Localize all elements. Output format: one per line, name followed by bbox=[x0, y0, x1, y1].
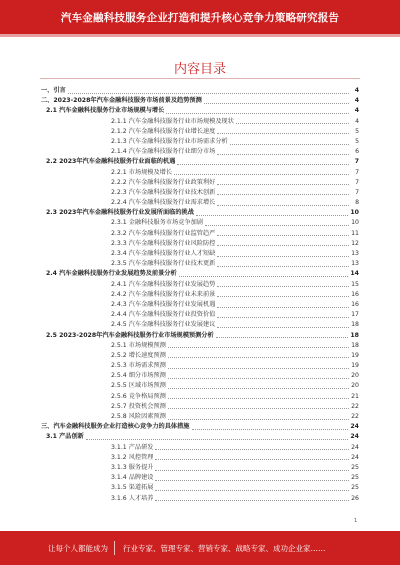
toc-entry-text: 2.5.6 竞争格局预测 bbox=[111, 392, 166, 400]
footer-tagline: 行业专家、管理专家、营销专家、战略专家、成功企业家…… bbox=[123, 544, 326, 553]
toc-entry[interactable] bbox=[41, 96, 359, 106]
toc-leader-dots bbox=[168, 388, 349, 389]
toc-leader-dots bbox=[216, 337, 349, 338]
toc-leader-dots bbox=[155, 449, 349, 450]
report-title: 汽车金融科技服务企业打造和提升核心竞争力策略研究报告 bbox=[60, 12, 340, 24]
toc-entry-page: 13 bbox=[351, 260, 359, 268]
toc-entry-text: 2.5 2023-2028年汽车金融科技服务行业市场规模预测分析 bbox=[46, 331, 214, 339]
toc-entry[interactable] bbox=[41, 412, 359, 422]
toc-entry-page: 24 bbox=[351, 453, 359, 461]
toc-entry[interactable] bbox=[41, 331, 359, 341]
toc-entry-page: 17 bbox=[351, 311, 359, 319]
toc-entry[interactable] bbox=[41, 249, 359, 259]
toc-leader-dots bbox=[168, 408, 349, 409]
toc-entry-page: 20 bbox=[351, 372, 359, 380]
toc-entry-page: 24 bbox=[350, 433, 359, 441]
toc-leader-dots bbox=[168, 368, 349, 369]
toc-entry-text: 2.1.2 汽车金融科技服务行业增长速度 bbox=[111, 127, 216, 135]
toc-leader-dots bbox=[217, 286, 349, 287]
toc-leader-dots bbox=[168, 398, 349, 399]
toc-entry-page: 21 bbox=[351, 392, 359, 400]
toc-entry-text: 2.2.3 汽车金融科技服务行业技术创新 bbox=[111, 188, 216, 196]
toc-leader-dots bbox=[174, 174, 349, 175]
toc-entry-text: 2.5.7 投资机会预测 bbox=[111, 402, 166, 410]
toc-entry-text: 2.5.8 风险因素预测 bbox=[111, 413, 166, 420]
toc-entry-text: 3.1 产品创新 bbox=[46, 433, 84, 441]
toc-entry-page: 10 bbox=[350, 209, 359, 217]
toc-leader-dots bbox=[217, 327, 349, 328]
toc-entry-text: 3.1.1 产品研发 bbox=[111, 443, 154, 451]
toc-entry-page: 25 bbox=[351, 484, 359, 492]
toc-leader-dots bbox=[217, 245, 349, 246]
toc-entry[interactable] bbox=[41, 300, 359, 310]
toc-entry-page: 11 bbox=[351, 229, 359, 237]
toc-entry-page: 25 bbox=[351, 463, 359, 471]
toc-entry-text: 2.3.2 汽车金融科技服务行业监管趋严 bbox=[111, 229, 216, 237]
toc-leader-dots bbox=[205, 225, 349, 226]
toc-entry-text: 三、汽车金融科技服务企业打造核心竞争力的具体措施 bbox=[41, 423, 190, 431]
toc-entry-page: 24 bbox=[351, 443, 359, 451]
toc-leader-dots bbox=[192, 429, 349, 430]
toc-entry[interactable] bbox=[41, 402, 359, 412]
toc-entry-text: 2.5.2 增长速度预测 bbox=[111, 351, 166, 359]
toc-leader-dots bbox=[155, 500, 349, 501]
toc-entry[interactable] bbox=[41, 453, 359, 463]
toc-entry-page: 19 bbox=[351, 351, 359, 359]
toc-entry[interactable] bbox=[41, 280, 359, 290]
toc-entry-text: 2.5.4 细分市场预测 bbox=[111, 372, 166, 380]
toc-entry-page: 5 bbox=[355, 137, 359, 145]
page-number: 1 bbox=[354, 518, 358, 524]
toc-leader-dots bbox=[177, 164, 349, 165]
footer-slogan: 让每个人都能成为 bbox=[48, 544, 108, 553]
toc-entry-page: 8 bbox=[355, 199, 359, 207]
toc-entry-page: 18 bbox=[351, 321, 359, 329]
toc-entry-page: 7 bbox=[355, 188, 359, 196]
toc-leader-dots bbox=[168, 419, 349, 420]
toc-entry-text: 2.3.5 汽车金融科技服务行业技术更新 bbox=[111, 260, 216, 268]
toc-entry[interactable] bbox=[41, 443, 359, 453]
toc-leader-dots bbox=[217, 266, 349, 267]
toc-entry-page: 6 bbox=[355, 148, 359, 156]
toc-entry-page: 20 bbox=[351, 382, 359, 390]
toc-leader-dots bbox=[217, 133, 349, 134]
toc-entry-page: 22 bbox=[351, 413, 359, 420]
toc-entry[interactable] bbox=[41, 147, 359, 157]
toc-leader-dots bbox=[217, 154, 349, 155]
toc-leader-dots bbox=[179, 276, 349, 277]
toc-entry-text: 一、引言 bbox=[41, 87, 66, 94]
toc-entry-page: 16 bbox=[351, 290, 359, 298]
toc-entry-page: 16 bbox=[351, 300, 359, 308]
toc-entry[interactable] bbox=[41, 198, 359, 208]
toc-entry-page: 13 bbox=[351, 250, 359, 257]
toc-entry-page: 5 bbox=[355, 127, 359, 135]
toc-entry-page: 7 bbox=[355, 178, 359, 186]
toc-leader-dots bbox=[217, 296, 349, 297]
toc-entry[interactable] bbox=[41, 269, 359, 279]
toc-entry[interactable] bbox=[41, 483, 359, 493]
toc-entry[interactable] bbox=[41, 168, 359, 178]
toc-entry-page: 4 bbox=[354, 107, 359, 115]
toc-entry[interactable] bbox=[41, 463, 359, 473]
toc-entry-page: 14 bbox=[350, 270, 359, 278]
toc-entry-text: 2.4.3 汽车金融科技服务行业发展机遇 bbox=[111, 300, 216, 308]
toc-leader-dots bbox=[217, 307, 349, 308]
toc-entry[interactable] bbox=[41, 239, 359, 249]
toc-entry-text: 2.4.1 汽车金融科技服务行业发展趋势 bbox=[111, 280, 216, 288]
toc-entry[interactable] bbox=[41, 494, 359, 504]
toc-entry-text: 3.1.3 服务提升 bbox=[111, 463, 154, 471]
toc-entry-text: 2.1 汽车金融科技服务行业市场规模与增长 bbox=[46, 107, 165, 115]
toc-entry-page: 10 bbox=[351, 219, 359, 227]
toc-leader-dots bbox=[168, 357, 349, 358]
footer-divider bbox=[114, 541, 115, 555]
toc-entry-text: 3.1.2 风控管理 bbox=[111, 453, 154, 461]
toc-entry[interactable] bbox=[41, 432, 359, 442]
toc-entry[interactable] bbox=[41, 259, 359, 269]
toc-heading: 内容目录 bbox=[173, 62, 226, 77]
toc-entry[interactable] bbox=[41, 106, 359, 116]
toc-leader-dots bbox=[166, 113, 349, 114]
toc-entry-text: 2.2.1 市场规模及增长 bbox=[111, 168, 173, 176]
toc-entry-page: 7 bbox=[355, 168, 359, 176]
toc-entry-text: 2.2.2 汽车金融科技服务行业政策利好 bbox=[111, 178, 216, 186]
toc-entry[interactable] bbox=[41, 137, 359, 147]
toc-entry-text: 2.5.3 市场需求预测 bbox=[111, 362, 166, 370]
toc-entry-text: 2.1.4 汽车金融科技服务行业细分市场 bbox=[111, 148, 216, 156]
toc-entry-text: 2.1.3 汽车金融科技服务行业市场需求分析 bbox=[111, 137, 228, 145]
toc-entry-text: 2.3 2023年汽车金融科技服务行业发展所面临的挑战 bbox=[46, 209, 194, 217]
toc-entry-text: 2.1.1 汽车金融科技服务行业市场规模及现状 bbox=[111, 117, 234, 125]
toc-entry-page: 19 bbox=[351, 362, 359, 370]
toc-leader-dots bbox=[86, 439, 349, 440]
toc-leader-dots bbox=[236, 123, 349, 124]
toc-entry[interactable] bbox=[41, 351, 359, 361]
toc-entry[interactable] bbox=[41, 208, 359, 218]
toc-entry[interactable] bbox=[41, 157, 359, 167]
toc-entry-text: 2.4.2 汽车金融科技服务行业未来前景 bbox=[111, 290, 216, 298]
toc-entry-page: 4 bbox=[355, 117, 359, 125]
toc-leader-dots bbox=[168, 378, 349, 379]
toc-leader-dots bbox=[217, 235, 349, 236]
toc-entry-text: 2.2 2023年汽车金融科技服务行业面临的机遇 bbox=[46, 158, 176, 166]
toc-leader-dots bbox=[217, 205, 349, 206]
toc-leader-dots bbox=[230, 144, 349, 145]
toc-entry-text: 2.2.4 汽车金融科技服务行业需求增长 bbox=[111, 199, 216, 207]
toc-entry[interactable] bbox=[41, 290, 359, 300]
toc-entry-page: 24 bbox=[350, 423, 359, 431]
toc-entry[interactable] bbox=[41, 473, 359, 483]
table-of-contents bbox=[41, 86, 359, 504]
toc-entry-text: 3.1.6 人才培养 bbox=[111, 494, 154, 502]
toc-entry[interactable] bbox=[41, 341, 359, 351]
toc-entry-page: 22 bbox=[351, 402, 359, 410]
toc-leader-dots bbox=[217, 194, 349, 195]
toc-entry[interactable] bbox=[41, 371, 359, 381]
toc-entry-text: 2.4.5 汽车金融科技服务行业发展建议 bbox=[111, 321, 216, 329]
toc-entry-page: 7 bbox=[354, 158, 359, 166]
toc-leader-dots bbox=[217, 184, 349, 185]
toc-leader-dots bbox=[155, 459, 349, 460]
toc-entry-text: 3.1.5 渠道拓展 bbox=[111, 484, 154, 492]
toc-entry[interactable] bbox=[41, 86, 359, 96]
toc-entry-page: 25 bbox=[351, 474, 359, 482]
toc-leader-dots bbox=[68, 93, 349, 94]
toc-entry-text: 2.5.1 市场规模预测 bbox=[111, 341, 166, 349]
toc-entry-text: 3.1.4 品牌建设 bbox=[111, 474, 154, 482]
toc-entry-text: 2.3.4 汽车金融科技服务行业人才短缺 bbox=[111, 250, 216, 257]
toc-entry[interactable] bbox=[41, 229, 359, 239]
toc-entry-page: 18 bbox=[350, 331, 359, 339]
toc-leader-dots bbox=[196, 215, 348, 216]
toc-entry[interactable] bbox=[41, 381, 359, 391]
toc-entry-page: 12 bbox=[351, 239, 359, 247]
toc-entry[interactable] bbox=[41, 361, 359, 371]
toc-leader-dots bbox=[155, 470, 349, 471]
toc-entry[interactable] bbox=[41, 392, 359, 402]
toc-leader-dots bbox=[168, 347, 349, 348]
toc-entry[interactable] bbox=[41, 127, 359, 137]
toc-entry[interactable] bbox=[41, 218, 359, 228]
toc-entry[interactable] bbox=[41, 188, 359, 198]
toc-entry-page: 15 bbox=[351, 280, 359, 288]
toc-leader-dots bbox=[204, 103, 349, 104]
toc-leader-dots bbox=[217, 317, 349, 318]
toc-entry[interactable] bbox=[41, 320, 359, 330]
toc-entry-page: 26 bbox=[351, 494, 359, 502]
toc-entry-page: 4 bbox=[354, 87, 359, 94]
toc-entry[interactable] bbox=[41, 117, 359, 127]
toc-entry[interactable] bbox=[41, 310, 359, 320]
toc-heading-divider bbox=[40, 78, 360, 79]
toc-entry-text: 2.5.5 区域市场预测 bbox=[111, 382, 166, 390]
toc-entry-text: 2.3.1 金融科技服务市场竞争加剧 bbox=[111, 219, 203, 227]
toc-entry-text: 2.4.4 汽车金融科技服务行业投资价值 bbox=[111, 311, 216, 319]
toc-entry-text: 二、2023-2028年汽车金融科技服务市场前景及趋势预测 bbox=[41, 97, 202, 105]
toc-entry-page: 4 bbox=[354, 97, 359, 105]
toc-entry[interactable] bbox=[41, 422, 359, 432]
toc-leader-dots bbox=[155, 490, 349, 491]
toc-leader-dots bbox=[155, 480, 349, 481]
toc-leader-dots bbox=[217, 256, 349, 257]
header-stripe bbox=[0, 34, 400, 37]
toc-entry-text: 2.3.3 汽车金融科技服务行业风险防控 bbox=[111, 239, 216, 247]
toc-entry-text: 2.4 汽车金融科技服务行业发展趋势及前景分析 bbox=[46, 270, 177, 278]
toc-entry-page: 18 bbox=[351, 341, 359, 349]
toc-entry[interactable] bbox=[41, 178, 359, 188]
